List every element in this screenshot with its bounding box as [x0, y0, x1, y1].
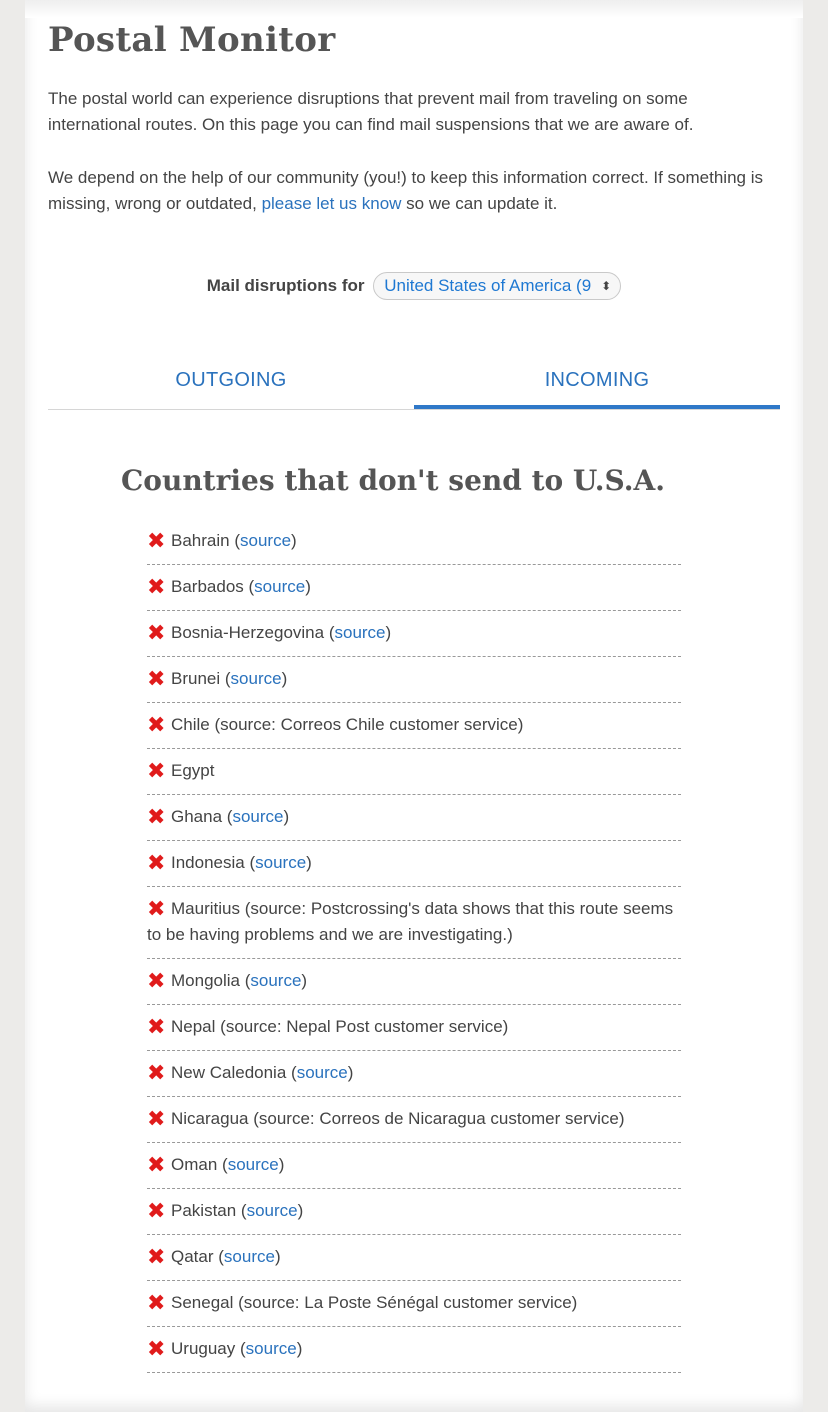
list-item: ✖ Uruguay (source) — [147, 1327, 681, 1373]
country-name: Indonesia — [171, 853, 245, 872]
country-name: Bosnia-Herzegovina — [171, 623, 325, 642]
country-name: Nicaragua — [171, 1109, 249, 1128]
help-text-before: We depend on the help of our community (you!) to keep this information correct. If something is missing, wrong or outdated, — [48, 168, 763, 213]
x-mark-icon: ✖ — [147, 896, 166, 921]
country-name: Oman — [171, 1155, 218, 1174]
country-name: Chile — [171, 715, 210, 734]
list-item: ✖ Pakistan (source) — [147, 1189, 681, 1235]
help-paragraph — [48, 165, 783, 217]
chevron-up-down-icon: ⬍ — [601, 279, 612, 293]
list-item: ✖ Chile (source: Correos Chile customer service) — [147, 703, 681, 749]
list-item: ✖ Mauritius (source: Postcrossing's data shows that this route seems to be having problems and we are investigating.) — [147, 887, 681, 959]
tab-outgoing[interactable]: OUTGOING — [175, 369, 287, 391]
country-name: New Caledonia — [171, 1063, 287, 1082]
source-link[interactable]: source — [296, 1063, 348, 1082]
x-mark-icon: ✖ — [147, 1060, 166, 1085]
source-note: source: Nepal Post customer service — [225, 1017, 503, 1036]
source-link[interactable]: source — [255, 853, 307, 872]
x-mark-icon: ✖ — [147, 850, 166, 875]
top-shade — [25, 0, 803, 18]
x-mark-icon: ✖ — [147, 1244, 166, 1269]
source-note: source: La Poste Sénégal customer service — [243, 1293, 572, 1312]
country-name: Mauritius — [171, 899, 240, 918]
country-name: Egypt — [171, 761, 215, 780]
x-mark-icon: ✖ — [147, 804, 166, 829]
source-link[interactable]: source — [246, 1201, 298, 1220]
source-link[interactable]: source — [227, 1155, 279, 1174]
source-link[interactable]: source — [223, 1247, 275, 1266]
x-mark-icon: ✖ — [147, 1336, 166, 1361]
source-note: source: Correos de Nicaragua customer service — [258, 1109, 619, 1128]
help-text-after: so we can update it. — [401, 194, 558, 213]
x-mark-icon: ✖ — [147, 758, 166, 783]
country-name: Barbados — [171, 577, 244, 596]
list-item: ✖ New Caledonia (source) — [147, 1051, 681, 1097]
suspension-list — [147, 519, 681, 1373]
x-mark-icon: ✖ — [147, 712, 166, 737]
source-link[interactable]: source — [250, 971, 302, 990]
list-item: ✖ Brunei (source) — [147, 657, 681, 703]
page-title: Postal Monitor — [48, 20, 336, 60]
intro-paragraph: The postal world can experience disruptions that prevent mail from traveling on some international routes. On this page you can find mail suspensions that we are aware of. — [48, 89, 694, 134]
x-mark-icon: ✖ — [147, 574, 166, 599]
selector-label: Mail disruptions for — [206, 276, 365, 295]
x-mark-icon: ✖ — [147, 666, 166, 691]
x-mark-icon: ✖ — [147, 968, 166, 993]
x-mark-icon: ✖ — [147, 1014, 166, 1039]
list-item: ✖ Nicaragua (source: Correos de Nicaragua customer service) — [147, 1097, 681, 1143]
country-name: Nepal — [171, 1017, 216, 1036]
country-name: Pakistan — [171, 1201, 237, 1220]
list-item: ✖ Mongolia (source) — [147, 959, 681, 1005]
direction-tabs — [48, 356, 780, 410]
list-item: ✖ Indonesia (source) — [147, 841, 681, 887]
source-link[interactable]: source — [232, 807, 284, 826]
x-mark-icon: ✖ — [147, 1290, 166, 1315]
country-name: Senegal — [171, 1293, 234, 1312]
x-mark-icon: ✖ — [147, 528, 166, 553]
country-name: Bahrain — [171, 531, 230, 550]
source-link[interactable]: source — [240, 531, 292, 550]
country-name: Ghana — [171, 807, 223, 826]
country-name: Brunei — [171, 669, 221, 688]
country-name: Qatar — [171, 1247, 214, 1266]
feedback-link[interactable]: please let us know — [261, 194, 402, 213]
list-item: ✖ Ghana (source) — [147, 795, 681, 841]
list-item: ✖ Bosnia-Herzegovina (source) — [147, 611, 681, 657]
country-select[interactable] — [373, 272, 621, 300]
list-item — [147, 749, 681, 795]
country-selector-row — [25, 272, 803, 300]
x-mark-icon: ✖ — [147, 620, 166, 645]
source-note: source: Correos Chile customer service — [220, 715, 518, 734]
x-mark-icon: ✖ — [147, 1106, 166, 1131]
list-item: ✖ Senegal (source: La Poste Sénégal customer service) — [147, 1281, 681, 1327]
list-item: ✖ Oman (source) — [147, 1143, 681, 1189]
country-name: Uruguay — [171, 1339, 236, 1358]
source-link[interactable]: source — [230, 669, 282, 688]
list-item: ✖ Nepal (source: Nepal Post customer service) — [147, 1005, 681, 1051]
source-link[interactable]: source — [254, 577, 306, 596]
list-item: ✖ Barbados (source) — [147, 565, 681, 611]
source-link[interactable]: source — [334, 623, 386, 642]
tab-incoming[interactable]: INCOMING — [414, 356, 780, 409]
country-select-value: United States of America (9 — [384, 276, 592, 295]
x-mark-icon: ✖ — [147, 1198, 166, 1223]
page-container — [25, 0, 803, 1412]
source-link[interactable]: source — [245, 1339, 297, 1358]
x-mark-icon: ✖ — [147, 1152, 166, 1177]
list-title: Countries that don't send to U.S.A. — [121, 464, 665, 497]
country-name: Mongolia — [171, 971, 240, 990]
list-item: ✖ Qatar (source) — [147, 1235, 681, 1281]
source-note: source: Postcrossing's data shows that this route seems to be having problems and we are investigating. — [147, 899, 674, 944]
list-item: ✖ Bahrain (source) — [147, 519, 681, 565]
